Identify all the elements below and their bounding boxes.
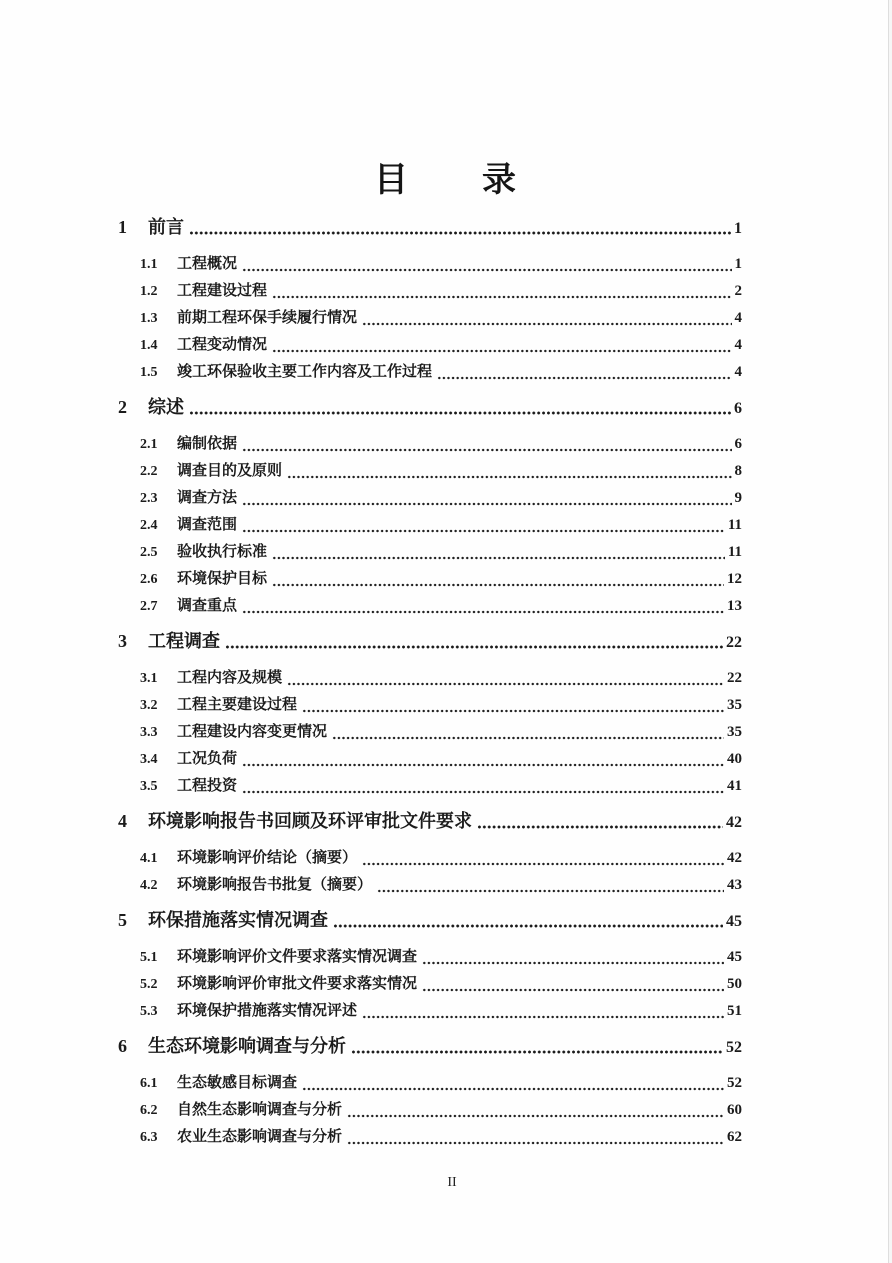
toc-sub-number: 6.2 bbox=[140, 1103, 158, 1118]
toc-sub-page-number: 8 bbox=[734, 463, 742, 479]
dot-leader bbox=[333, 907, 723, 934]
dot-leader bbox=[362, 305, 731, 332]
toc-sub-page-number: 4 bbox=[734, 364, 742, 380]
toc-sub-row bbox=[118, 773, 742, 800]
toc-sub-number: 4.2 bbox=[140, 878, 158, 893]
toc-sub-row bbox=[118, 944, 742, 971]
toc-sub-number: 3.4 bbox=[140, 752, 158, 767]
toc-sub-label: 调查范围 bbox=[177, 517, 238, 533]
dot-leader bbox=[225, 628, 723, 655]
toc-sub-page-number: 62 bbox=[727, 1129, 742, 1145]
toc-sub-row bbox=[118, 1097, 742, 1124]
toc-sub-page-number: 4 bbox=[734, 337, 742, 353]
toc-chapter-label: 综述 bbox=[148, 397, 184, 417]
toc-sub-label: 环境影响报告书批复（摘要） bbox=[177, 877, 373, 893]
dot-leader bbox=[332, 719, 724, 746]
toc-chapter-row bbox=[118, 628, 742, 655]
toc-sub-label: 工程建设过程 bbox=[177, 283, 268, 299]
toc-sub-page-number: 60 bbox=[727, 1102, 742, 1118]
toc-sub-number: 1.4 bbox=[140, 338, 158, 353]
toc-sub-row bbox=[118, 845, 742, 872]
dot-leader bbox=[242, 485, 731, 512]
toc-sub-number: 2.7 bbox=[140, 599, 158, 614]
toc-sub-label: 调查方法 bbox=[177, 490, 238, 506]
toc-sub-row bbox=[118, 746, 742, 773]
toc-chapter-label: 生态环境影响调查与分析 bbox=[148, 1036, 346, 1056]
toc-chapter-label: 前言 bbox=[148, 217, 184, 237]
toc-sub-row bbox=[118, 566, 742, 593]
dot-leader bbox=[351, 1033, 723, 1060]
toc-sub-label: 自然生态影响调查与分析 bbox=[177, 1102, 343, 1118]
toc-sub-page-number: 11 bbox=[727, 544, 742, 560]
toc-chapter-number: 1 bbox=[118, 217, 127, 237]
toc-sub-number: 2.4 bbox=[140, 518, 158, 533]
dot-leader bbox=[287, 458, 731, 485]
toc-sub-page-number: 1 bbox=[734, 256, 742, 272]
toc-sub-label: 环境影响评价结论（摘要） bbox=[177, 850, 358, 866]
toc-chapter-row bbox=[118, 214, 742, 241]
toc-sub-label: 工程变动情况 bbox=[177, 337, 268, 353]
toc-sub-row bbox=[118, 359, 742, 386]
toc-sub-label: 工程内容及规模 bbox=[177, 670, 283, 686]
toc-sub-row bbox=[118, 278, 742, 305]
toc-sub-label: 工程建设内容变更情况 bbox=[177, 724, 328, 740]
toc-sub-page-number: 22 bbox=[727, 670, 742, 686]
toc-sub-row bbox=[118, 332, 742, 359]
toc-sub-label: 调查重点 bbox=[177, 598, 238, 614]
toc-sub-row bbox=[118, 593, 742, 620]
dot-leader bbox=[272, 278, 731, 305]
dot-leader bbox=[272, 566, 724, 593]
toc-sub-row bbox=[118, 872, 742, 899]
dot-leader bbox=[272, 332, 731, 359]
toc-sub-row bbox=[118, 971, 742, 998]
toc-sub-number: 1.1 bbox=[140, 257, 158, 272]
toc-sub-number: 3.1 bbox=[140, 671, 158, 686]
toc-sub-number: 1.3 bbox=[140, 311, 158, 326]
toc-sub-row bbox=[118, 305, 742, 332]
toc-sub-row bbox=[118, 1070, 742, 1097]
toc-sub-page-number: 12 bbox=[727, 571, 742, 587]
toc-sub-number: 2.5 bbox=[140, 545, 158, 560]
page-title: 目 录 bbox=[374, 162, 518, 199]
toc-chapter-row bbox=[118, 808, 742, 835]
toc-sub-label: 验收执行标准 bbox=[177, 544, 268, 560]
toc-sub-label: 工程投资 bbox=[177, 778, 238, 794]
toc-sub-number: 3.3 bbox=[140, 725, 158, 740]
toc-sub-number: 5.1 bbox=[140, 950, 158, 965]
toc-sub-label: 生态敏感目标调查 bbox=[177, 1075, 298, 1091]
dot-leader bbox=[242, 512, 725, 539]
toc-sub-page-number: 43 bbox=[727, 877, 742, 893]
toc-sub-number: 4.1 bbox=[140, 851, 158, 866]
toc-chapter-row bbox=[118, 907, 742, 934]
toc-list bbox=[118, 202, 742, 1151]
toc-sub-label: 工况负荷 bbox=[177, 751, 238, 767]
toc-sub-page-number: 35 bbox=[727, 697, 742, 713]
toc-sub-label: 工程概况 bbox=[177, 256, 238, 272]
toc-sub-row bbox=[118, 512, 742, 539]
toc-sub-page-number: 45 bbox=[727, 949, 742, 965]
dot-leader bbox=[242, 773, 724, 800]
dot-leader bbox=[422, 944, 724, 971]
toc-sub-label: 环境保护目标 bbox=[177, 571, 268, 587]
toc-sub-number: 3.5 bbox=[140, 779, 158, 794]
toc-sub-row bbox=[118, 485, 742, 512]
toc-chapter-number: 3 bbox=[118, 631, 127, 651]
dot-leader bbox=[242, 746, 724, 773]
toc-sub-label: 前期工程环保手续履行情况 bbox=[177, 310, 358, 326]
toc-chapter-page-number: 52 bbox=[726, 1039, 742, 1056]
toc-sub-label: 竣工环保验收主要工作内容及工作过程 bbox=[177, 364, 433, 380]
toc-chapter-label: 工程调查 bbox=[148, 631, 220, 651]
toc-sub-number: 2.2 bbox=[140, 464, 158, 479]
toc-chapter-number: 4 bbox=[118, 811, 127, 831]
toc-sub-number: 2.3 bbox=[140, 491, 158, 506]
dot-leader bbox=[287, 665, 724, 692]
dot-leader bbox=[189, 214, 731, 241]
toc-sub-label: 调查目的及原则 bbox=[177, 463, 283, 479]
toc-chapter-row bbox=[118, 1033, 742, 1060]
toc-sub-number: 1.2 bbox=[140, 284, 158, 299]
scan-edge-line bbox=[888, 0, 889, 1263]
toc-sub-page-number: 6 bbox=[734, 436, 742, 452]
toc-sub-page-number: 40 bbox=[727, 751, 742, 767]
dot-leader bbox=[437, 359, 731, 386]
toc-chapter-page-number: 42 bbox=[726, 814, 742, 831]
toc-sub-number: 2.1 bbox=[140, 437, 158, 452]
toc-chapter-page-number: 45 bbox=[726, 913, 742, 930]
dot-leader bbox=[347, 1124, 724, 1151]
dot-leader bbox=[477, 808, 723, 835]
toc-sub-label: 环境保护措施落实情况评述 bbox=[177, 1003, 358, 1019]
toc-chapter-page-number: 6 bbox=[734, 400, 742, 417]
toc-sub-label: 环境影响评价审批文件要求落实情况 bbox=[177, 976, 418, 992]
toc-sub-number: 5.3 bbox=[140, 1004, 158, 1019]
toc-sub-label: 环境影响评价文件要求落实情况调查 bbox=[177, 949, 418, 965]
toc-sub-label: 农业生态影响调查与分析 bbox=[177, 1129, 343, 1145]
toc-sub-page-number: 42 bbox=[727, 850, 742, 866]
toc-sub-page-number: 11 bbox=[727, 517, 742, 533]
dot-leader bbox=[272, 539, 725, 566]
dot-leader bbox=[242, 251, 731, 278]
toc-chapter-page-number: 1 bbox=[734, 220, 742, 237]
toc-sub-number: 6.1 bbox=[140, 1076, 158, 1091]
toc-chapter-number: 5 bbox=[118, 910, 127, 930]
dot-leader bbox=[347, 1097, 724, 1124]
toc-sub-page-number: 51 bbox=[727, 1003, 742, 1019]
toc-sub-page-number: 41 bbox=[727, 778, 742, 794]
dot-leader bbox=[242, 431, 731, 458]
toc-chapter-number: 2 bbox=[118, 397, 127, 417]
dot-leader bbox=[362, 845, 724, 872]
toc-sub-number: 1.5 bbox=[140, 365, 158, 380]
dot-leader bbox=[189, 394, 731, 421]
toc-sub-page-number: 2 bbox=[734, 283, 742, 299]
toc-chapter-number: 6 bbox=[118, 1036, 127, 1056]
footer-page-number: II bbox=[447, 1175, 457, 1190]
toc-sub-row bbox=[118, 251, 742, 278]
toc-sub-row bbox=[118, 998, 742, 1025]
dot-leader bbox=[377, 872, 724, 899]
toc-sub-row bbox=[118, 692, 742, 719]
toc-chapter-label: 环境影响报告书回顾及环评审批文件要求 bbox=[148, 811, 472, 831]
toc-sub-row bbox=[118, 1124, 742, 1151]
dot-leader bbox=[242, 593, 724, 620]
dot-leader bbox=[362, 998, 724, 1025]
toc-sub-number: 2.6 bbox=[140, 572, 158, 587]
toc-sub-number: 5.2 bbox=[140, 977, 158, 992]
toc-sub-page-number: 52 bbox=[727, 1075, 742, 1091]
toc-sub-page-number: 9 bbox=[734, 490, 742, 506]
toc-sub-page-number: 13 bbox=[727, 598, 742, 614]
toc-chapter-page-number: 22 bbox=[726, 634, 742, 651]
toc-sub-row bbox=[118, 719, 742, 746]
toc-sub-label: 工程主要建设过程 bbox=[177, 697, 298, 713]
toc-sub-page-number: 35 bbox=[727, 724, 742, 740]
toc-sub-row bbox=[118, 458, 742, 485]
toc-sub-number: 6.3 bbox=[140, 1130, 158, 1145]
toc-sub-page-number: 4 bbox=[734, 310, 742, 326]
toc-chapter-label: 环保措施落实情况调查 bbox=[148, 910, 328, 930]
toc-sub-row bbox=[118, 431, 742, 458]
dot-leader bbox=[302, 1070, 724, 1097]
toc-sub-label: 编制依据 bbox=[177, 436, 238, 452]
toc-sub-page-number: 50 bbox=[727, 976, 742, 992]
dot-leader bbox=[302, 692, 724, 719]
dot-leader bbox=[422, 971, 724, 998]
toc-sub-row bbox=[118, 539, 742, 566]
toc-chapter-row bbox=[118, 394, 742, 421]
toc-sub-number: 3.2 bbox=[140, 698, 158, 713]
toc-sub-row bbox=[118, 665, 742, 692]
